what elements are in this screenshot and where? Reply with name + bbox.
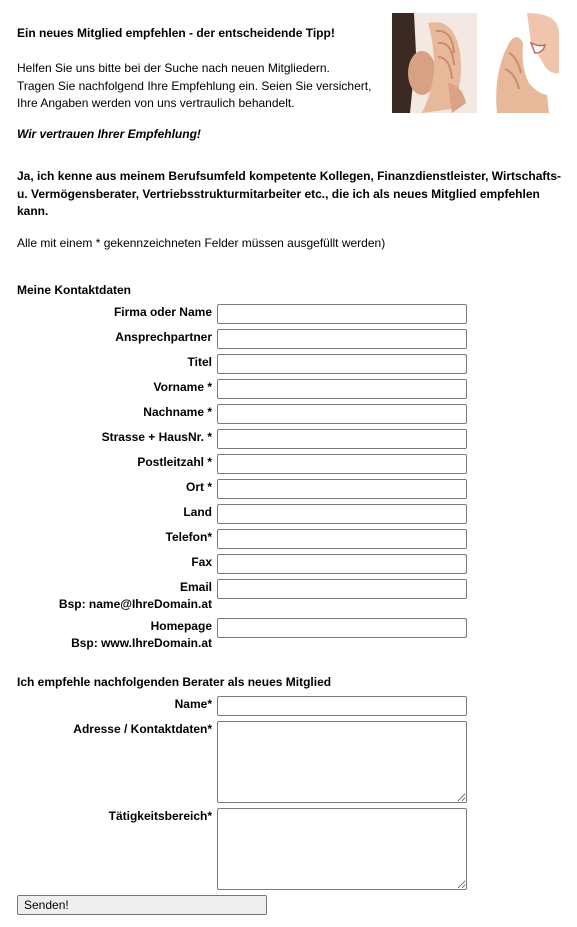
email-label bbox=[59, 579, 212, 613]
whispering-image bbox=[487, 13, 559, 113]
homepage-hint: Bsp: www.IhreDomain.at bbox=[71, 636, 212, 650]
ort-input[interactable] bbox=[217, 479, 467, 499]
strasse-label: Strasse + HausNr. * bbox=[101, 430, 212, 444]
contact-section-heading: Meine Kontaktdaten bbox=[17, 283, 132, 297]
email-label-text: Email bbox=[179, 580, 212, 594]
telefon-input[interactable] bbox=[217, 529, 467, 549]
recommendation-statement: Ja, ich kenne aus meinem Berufsumfeld kompetente Kollegen, Finanzdienstleister, Wirtschafts- u. Vermögensberater, Vertriebsstrukturmitarbeiter etc., die ich als neues Mitglied empfehlen kann. bbox=[17, 169, 562, 218]
ort-label: Ort * bbox=[185, 480, 212, 494]
email-input[interactable] bbox=[217, 579, 467, 599]
land-input[interactable] bbox=[217, 504, 467, 524]
recommend-name-label: Name* bbox=[174, 697, 212, 711]
homepage-label-text: Homepage bbox=[150, 619, 212, 633]
postleitzahl-input[interactable] bbox=[217, 454, 467, 474]
ansprechpartner-label: Ansprechpartner bbox=[115, 330, 212, 344]
hand-cupped-ear-icon bbox=[392, 13, 477, 113]
homepage-input[interactable] bbox=[217, 618, 467, 638]
intro-line-3: Ihre Angaben werden von uns vertraulich behandelt. bbox=[17, 96, 295, 110]
nachname-input[interactable] bbox=[217, 404, 467, 424]
intro-line-2: Tragen Sie nachfolgend Ihre Empfehlung ein. Seien Sie versichert, bbox=[17, 78, 372, 93]
titel-input[interactable] bbox=[217, 354, 467, 374]
telefon-label: Telefon* bbox=[165, 530, 212, 544]
firma-input[interactable] bbox=[217, 304, 467, 324]
send-button[interactable]: Senden! bbox=[17, 895, 267, 915]
nachname-label: Nachname * bbox=[143, 405, 212, 419]
vorname-input[interactable] bbox=[217, 379, 467, 399]
page-title: Ein neues Mitglied empfehlen - der entscheidende Tipp! bbox=[17, 26, 335, 40]
required-fields-note: Alle mit einem * gekennzeichneten Felder müssen ausgefüllt werden) bbox=[17, 236, 386, 250]
firma-label: Firma oder Name bbox=[113, 305, 212, 319]
vorname-label: Vorname * bbox=[153, 380, 212, 394]
taetigkeit-label: Tätigkeitsbereich* bbox=[108, 809, 212, 823]
recommend-name-input[interactable] bbox=[217, 696, 467, 716]
trust-statement: Wir vertrauen Ihrer Empfehlung! bbox=[17, 127, 201, 141]
taetigkeit-textarea[interactable] bbox=[217, 808, 467, 890]
fax-input[interactable] bbox=[217, 554, 467, 574]
email-hint: Bsp: name@IhreDomain.at bbox=[58, 597, 212, 611]
fax-label: Fax bbox=[191, 555, 212, 569]
postleitzahl-label: Postleitzahl * bbox=[137, 455, 212, 469]
intro-text bbox=[17, 60, 387, 113]
adresse-textarea[interactable] bbox=[217, 721, 467, 803]
land-label: Land bbox=[183, 505, 212, 519]
homepage-label bbox=[71, 618, 212, 652]
ansprechpartner-input[interactable] bbox=[217, 329, 467, 349]
recommend-section-heading: Ich empfehle nachfolgenden Berater als neues Mitglied bbox=[17, 675, 332, 689]
titel-label: Titel bbox=[187, 355, 212, 369]
listening-ear-image bbox=[392, 13, 477, 113]
intro-line-1: Helfen Sie uns bitte bei der Suche nach neuen Mitgliedern. bbox=[17, 61, 330, 75]
adresse-label: Adresse / Kontaktdaten* bbox=[73, 722, 212, 736]
strasse-input[interactable] bbox=[217, 429, 467, 449]
whispering-mouth-icon bbox=[487, 13, 559, 113]
